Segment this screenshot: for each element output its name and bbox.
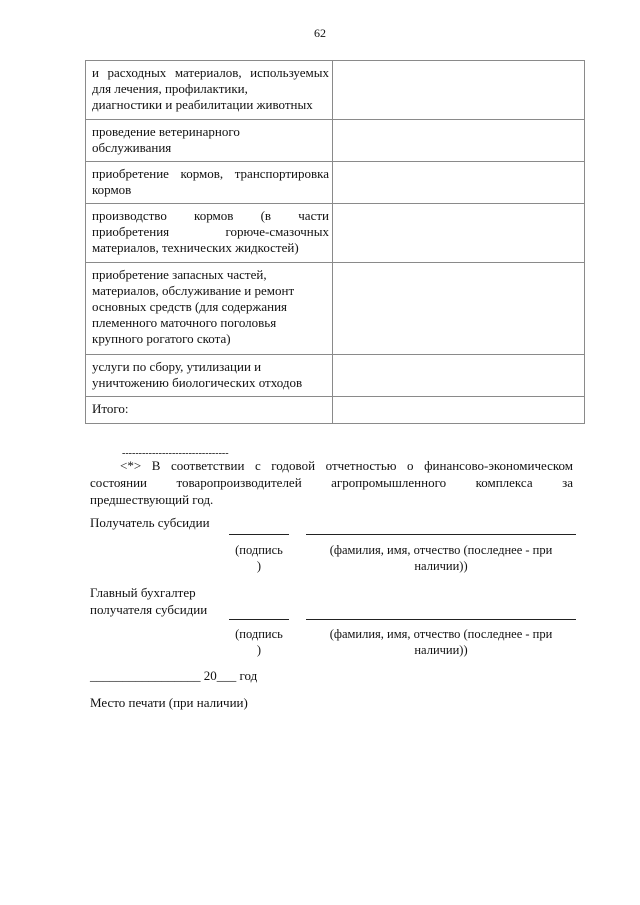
footnote [90,457,573,508]
signature-line[interactable] [229,534,289,535]
row-value-cell[interactable] [333,355,585,397]
row-value-cell[interactable] [333,204,585,263]
table-row [86,162,585,204]
name-line[interactable] [306,534,576,535]
date-line[interactable] [90,667,257,684]
row-value-cell[interactable] [333,263,585,355]
total-value-cell[interactable] [333,397,585,424]
row-value-cell[interactable] [333,162,585,204]
recipient-label: Получатель субсидии [90,515,210,530]
page-number: 62 [314,26,326,40]
table-row [86,61,585,120]
table-row [86,204,585,263]
footnote-separator: -------------------------------- [122,448,229,459]
footnote-line: состоянии товаропроизводителей агропромышленного комплекса за [90,475,573,490]
table-row [86,120,585,162]
name-line[interactable] [306,619,576,620]
table-row [86,355,585,397]
date-year: 20___ год [203,668,258,683]
signature-line[interactable] [229,619,289,620]
signature-caption: (подпись ) [235,543,283,573]
row-label: и расходных материалов, используемых для лечения, профилактики, диагностики и реабилитации животных [86,61,333,120]
expense-table [85,60,585,424]
footnote-line: <*> В соответствии с годовой отчетностью о финансово-экономическом [120,458,573,473]
row-label: приобретение запасных частей, материалов, обслуживание и ремонт основных средств (для содержания племенного маточного поголовья крупного рогатого скота) [86,263,333,355]
footnote-line: предшествующий год. [90,492,214,507]
name-caption: (фамилия, имя, отчество (последнее - при наличии)) [329,543,553,573]
date-blank[interactable]: _________________ [90,668,201,683]
row-label: услуги по сбору, утилизации и уничтожению биологических отходов [86,355,333,397]
table-row [86,263,585,355]
stamp-place-label: Место печати (при наличии) [90,695,248,710]
row-value-cell[interactable] [333,120,585,162]
total-label: Итого: [86,397,333,424]
row-label: проведение ветеринарного обслуживания [86,120,333,162]
table-row-total [86,397,585,424]
name-caption: (фамилия, имя, отчество (последнее - при наличии)) [329,627,553,657]
signature-caption: (подпись ) [235,627,283,657]
row-label: приобретение кормов, транспортировка кормов [86,162,333,204]
chief-accountant-label: Главный бухгалтер получателя субсидии [90,585,208,617]
row-label: производство кормов (в части приобретения горюче-смазочных материалов, технических жидкостей) [86,204,333,263]
row-value-cell[interactable] [333,61,585,120]
